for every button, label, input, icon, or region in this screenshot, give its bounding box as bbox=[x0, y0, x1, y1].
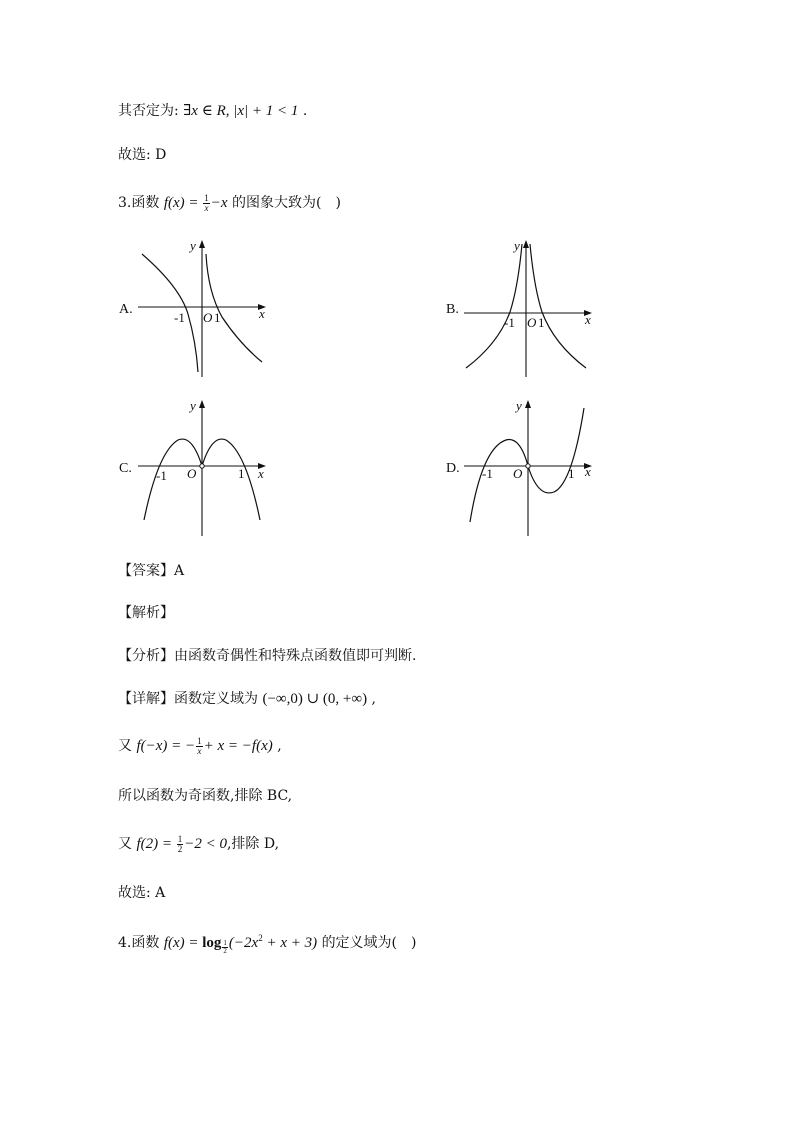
step4-fraction: $\frac{1}{2}$ bbox=[177, 833, 183, 854]
origin-label: O bbox=[203, 310, 213, 325]
tick-pos-one: 1 bbox=[214, 310, 221, 325]
detail-formula: (−∞,0) ∪ (0, +∞) bbox=[262, 691, 368, 707]
conclusion-line: 故选: A bbox=[118, 885, 166, 901]
tick-neg-one: -1 bbox=[156, 468, 167, 483]
step4-lhs: f(2) = bbox=[136, 836, 176, 852]
y-axis-arrow-icon bbox=[199, 240, 205, 248]
answer-line: 【答案】A bbox=[118, 563, 185, 579]
question-4-number: 4. bbox=[118, 935, 132, 951]
y-axis-label: y bbox=[190, 238, 196, 253]
question-3-pre: 函数 bbox=[131, 195, 160, 211]
hole-marker bbox=[200, 464, 204, 468]
y-axis-label: y bbox=[514, 238, 520, 253]
question-4-arg-close: + x + 3) bbox=[262, 935, 318, 951]
origin-label: O bbox=[527, 315, 537, 330]
question-4 bbox=[118, 928, 417, 955]
curve-right-branch bbox=[206, 254, 262, 362]
analysis-line bbox=[118, 646, 416, 666]
tick-pos-one: 1 bbox=[538, 315, 545, 330]
tick-neg-one: -1 bbox=[174, 310, 185, 325]
negation-formula: ∃x ∈ R, |x| + 1 < 1 bbox=[183, 103, 299, 119]
y-axis-label: y bbox=[516, 398, 522, 413]
step4-end: ,排除 D, bbox=[226, 836, 280, 852]
question-4-pre: 函数 bbox=[131, 935, 160, 951]
curve-right-branch bbox=[528, 408, 584, 493]
step2-lhs: f(−x) = − bbox=[136, 738, 196, 754]
choice-line-1: 故选: D bbox=[118, 147, 167, 163]
y-axis-arrow-icon bbox=[523, 240, 529, 248]
analysis-header: 【解析】 bbox=[118, 605, 174, 621]
tick-neg-one: -1 bbox=[504, 315, 515, 330]
option-d-label: D. bbox=[446, 461, 460, 476]
question-3 bbox=[118, 193, 341, 213]
curve-right-branch bbox=[530, 244, 586, 368]
curve-right-branch bbox=[202, 439, 260, 520]
negation-prefix: 其否定为: bbox=[118, 103, 179, 119]
negation-line bbox=[118, 101, 307, 121]
x-axis-label: x bbox=[585, 464, 591, 479]
tick-pos-one: 1 bbox=[238, 466, 245, 481]
step2-rhs: + x = −f(x) bbox=[203, 738, 273, 754]
step2-pre: 又 bbox=[118, 738, 132, 754]
question-4-log-base: $\frac{1}{2}$ bbox=[223, 939, 227, 955]
x-axis-label: x bbox=[258, 466, 264, 481]
tick-neg-one: -1 bbox=[482, 466, 493, 481]
question-4-log: log bbox=[202, 935, 222, 951]
graph-c bbox=[130, 392, 280, 542]
question-4-exponent: 2 bbox=[258, 933, 263, 943]
curve-left-branch bbox=[142, 254, 198, 372]
origin-label: O bbox=[187, 466, 197, 481]
question-4-lhs: f(x) = bbox=[163, 935, 203, 951]
curve-left-branch bbox=[466, 244, 522, 368]
analysis-text: 由函数奇偶性和特殊点函数值即可判断. bbox=[174, 648, 417, 664]
analysis-tag: 【分析】 bbox=[118, 648, 174, 664]
negation-period: . bbox=[302, 103, 308, 119]
y-axis-arrow-icon bbox=[199, 400, 205, 408]
question-3-lhs: f(x) = bbox=[163, 195, 203, 211]
step4-rhs: −2 < 0 bbox=[184, 836, 227, 852]
detail-tag: 【详解】 bbox=[118, 691, 174, 707]
question-4-arg-open: (−2x bbox=[228, 935, 259, 951]
exclude-bc-line: 所以函数为奇函数,排除 BC, bbox=[118, 788, 293, 804]
question-4-post: 的定义域为( ) bbox=[321, 935, 417, 951]
detail-text: 函数定义域为 bbox=[174, 691, 258, 707]
graph-b bbox=[458, 232, 608, 382]
question-3-number: 3. bbox=[118, 195, 132, 211]
step4-pre: 又 bbox=[118, 836, 132, 852]
x-axis-label: x bbox=[585, 312, 591, 327]
question-3-post: 的图象大致为( ) bbox=[231, 195, 341, 211]
option-a-label: A. bbox=[119, 302, 133, 317]
origin-label: O bbox=[513, 466, 523, 481]
step2-end: , bbox=[277, 738, 282, 754]
detail-end: , bbox=[371, 691, 376, 707]
option-b-label: B. bbox=[446, 302, 459, 317]
y-axis-label: y bbox=[190, 398, 196, 413]
x-axis-label: x bbox=[259, 306, 265, 321]
odd-function-line bbox=[118, 736, 282, 756]
exclude-d-line bbox=[118, 834, 279, 854]
graph-a bbox=[130, 232, 280, 382]
hole-marker bbox=[526, 464, 530, 468]
step2-fraction: $\frac{1}{x}$ bbox=[197, 735, 202, 756]
option-c-label: C. bbox=[119, 461, 132, 476]
tick-pos-one: 1 bbox=[568, 466, 575, 481]
question-3-fraction: $\frac{1}{x}$ bbox=[204, 192, 209, 213]
graph-d bbox=[458, 392, 608, 542]
y-axis-arrow-icon bbox=[525, 400, 531, 408]
detail-line bbox=[118, 689, 376, 709]
question-3-rest: −x bbox=[210, 195, 228, 211]
